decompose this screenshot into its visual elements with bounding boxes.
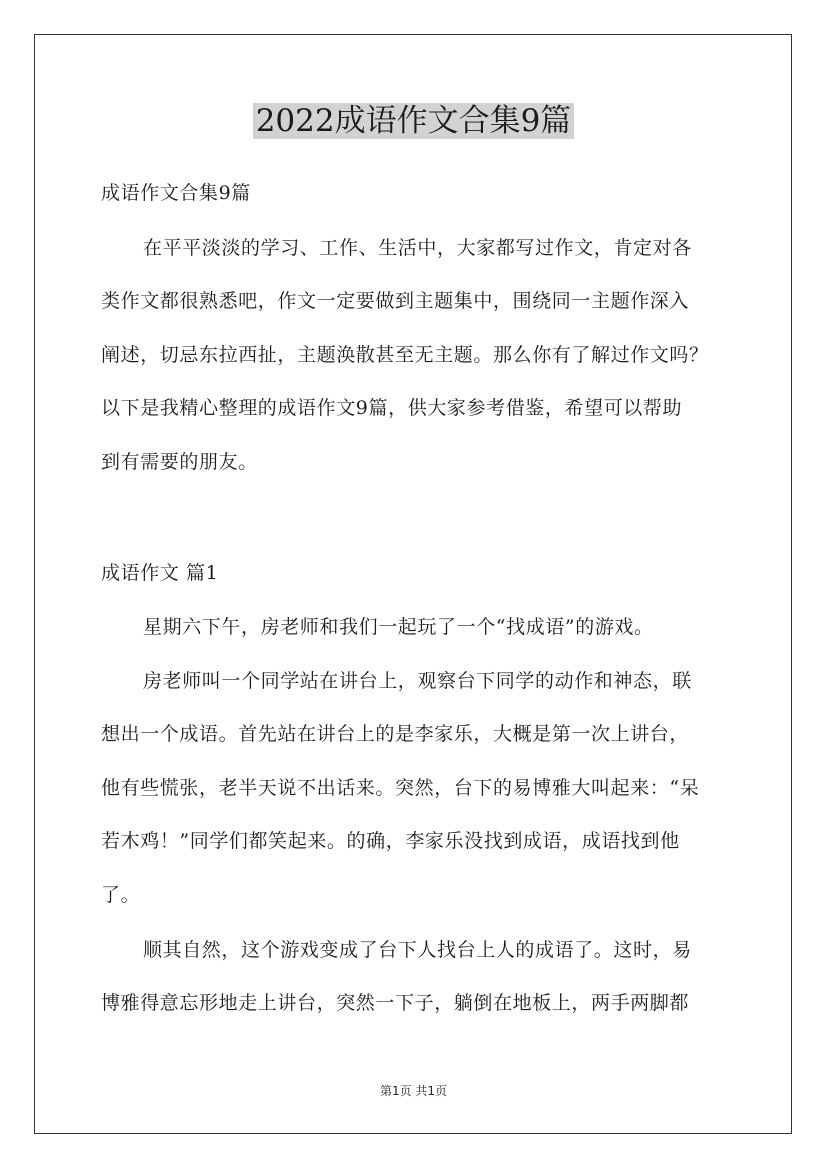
document-title (0, 96, 827, 146)
section1-line-1: 星期六下午，房老师和我们一起玩了一个“找成语”的游戏。 (143, 616, 654, 638)
intro-line-4: 以下是我精心整理的成语作文9篇，供大家参考借鉴，希望可以帮助 (101, 397, 683, 419)
intro-line-2: 类作文都很熟悉吧，作文一定要做到主题集中，围绕同一主题作深入 (101, 290, 690, 312)
section1-line-8: 博雅得意忘形地走上讲台，突然一下子，躺倒在地板上，两手两脚都 (101, 992, 690, 1014)
document-subtitle: 成语作文合集9篇 (101, 182, 251, 204)
section1-line-6: 了。 (101, 884, 141, 906)
section1-line-5: 若木鸡！”同学们都笑起来。的确，李家乐没找到成语，成语找到他 (101, 830, 680, 852)
document-title-text: 2022成语作文合集9篇 (253, 103, 575, 139)
section1-line-2: 房老师叫一个同学站在讲台上，观察台下同学的动作和神态，联 (143, 670, 692, 692)
intro-line-5: 到有需要的朋友。 (101, 451, 258, 473)
section1-line-4: 他有些慌张，老半天说不出话来。突然，台下的易博雅大叫起来：“呆 (101, 777, 700, 799)
section-heading-1: 成语作文 篇1 (101, 562, 219, 584)
intro-line-1: 在平平淡淡的学习、工作、生活中，大家都写过作文，肯定对各 (143, 237, 692, 259)
section1-line-3: 想出一个成语。首先站在讲台上的是李家乐，大概是第一次上讲台， (101, 723, 690, 745)
page-number-footer: 第1页 共1页 (379, 1084, 448, 1098)
section1-line-7: 顺其自然，这个游戏变成了台下人找台上人的成语了。这时，易 (143, 939, 692, 961)
intro-line-3: 阐述，切忌东拉西扯，主题涣散甚至无主题。那么你有了解过作文吗？ (101, 344, 709, 366)
